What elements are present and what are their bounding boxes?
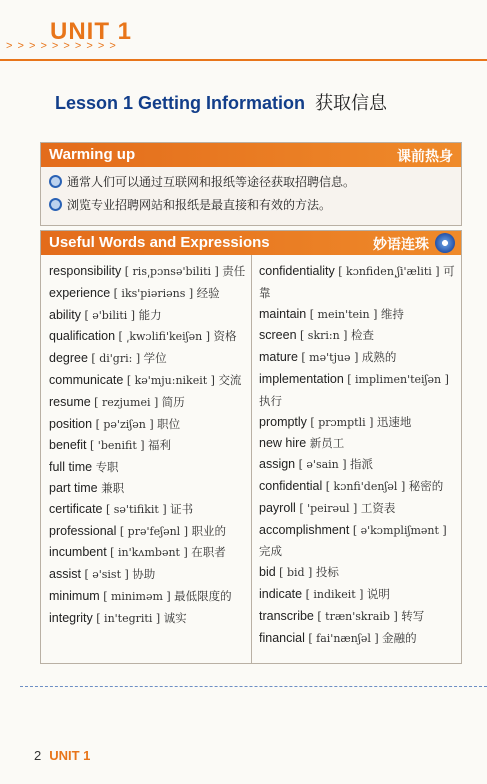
warming-up-heading: Warming up [49, 146, 136, 163]
vocab-word: assign [259, 457, 296, 472]
warming-up-item [49, 196, 461, 213]
vocab-word: screen [259, 328, 297, 343]
vocab-word: position [49, 416, 93, 431]
vocab-entry [49, 370, 247, 392]
vocab-phonetic: [ iks'piəriəns ] [113, 286, 194, 300]
bullet-icon [49, 175, 62, 188]
vocab-entry [259, 369, 455, 412]
vocab-word: degree [49, 351, 88, 366]
vocab-meaning: 职业的 [191, 523, 226, 538]
vocab-entry [259, 606, 455, 628]
vocab-phonetic: [ ris͵pɔnsə'biliti ] [124, 265, 219, 278]
vocab-entry [49, 521, 247, 543]
vocab-meaning: 完成 [259, 544, 282, 559]
vocab-phonetic: [ ə'kɔmpliʃmənt ] [352, 523, 447, 537]
vocab-entry [49, 392, 247, 414]
vocab-entry [259, 476, 455, 498]
vocab-entry [259, 325, 455, 347]
vocab-entry [49, 435, 247, 457]
vocab-phonetic: [ ͵kwɔlifi'keiʃən ] [118, 330, 211, 344]
page-number: 2 [34, 748, 42, 763]
vocab-entry [49, 326, 247, 348]
lesson-title-en: Lesson 1 Getting Information [55, 93, 306, 113]
vocab-word: maintain [259, 306, 307, 321]
vocab-meaning: 迅速地 [376, 414, 412, 429]
warming-up-box [40, 142, 462, 226]
vocab-phonetic: [ træn'skraib ] [317, 609, 398, 623]
bullet-icon [49, 198, 62, 211]
vocab-meaning: 能力 [138, 307, 162, 322]
warming-up-text: 浏览专业招聘网站和报纸是最直接和有效的方法。 [67, 198, 332, 212]
vocab-phonetic: [ ə'sist ] [84, 568, 129, 582]
footer-rule [20, 686, 487, 687]
vocab-entry [259, 584, 455, 606]
useful-words-bar [41, 231, 461, 255]
vocab-meaning: 经验 [196, 285, 220, 300]
vocab-meaning: 说明 [366, 586, 390, 601]
vocab-phonetic: [ pə'ziʃən ] [95, 417, 154, 431]
lesson-title [55, 89, 387, 115]
vocab-word: confidentiality [259, 264, 335, 278]
vocab-entry [49, 348, 247, 370]
vocab-word: resume [49, 394, 91, 409]
unit-rule [0, 59, 487, 61]
vocab-phonetic: [ mein'tein ] [309, 307, 378, 321]
vocab-entry [49, 478, 247, 499]
vocab-word: professional [49, 523, 117, 538]
vocab-entry [49, 586, 247, 608]
vocab-phonetic: [ di'gri: ] [91, 352, 141, 366]
vocab-meaning: 协助 [132, 567, 156, 582]
vocab-word: indicate [259, 586, 303, 601]
warming-up-text: 通常人们可以通过互联网和报纸等途径获取招聘信息。 [67, 175, 356, 189]
vocab-phonetic: [ kɔnfiden͵ʃi'æliti ] [338, 265, 440, 278]
vocab-entry [259, 562, 455, 584]
vocab-entry [49, 564, 247, 586]
vocab-phonetic: [ minimәm ] [103, 589, 171, 603]
vocab-meaning: 诚实 [163, 610, 187, 625]
vocab-word: experience [49, 285, 111, 300]
vocab-entry [259, 454, 455, 476]
vocab-meaning: 证书 [170, 501, 194, 516]
vocab-meaning: 可靠 [259, 264, 455, 300]
vocab-meaning: 专职 [95, 460, 119, 475]
vocab-word: incumbent [49, 545, 107, 560]
vocab-meaning: 投标 [315, 565, 339, 580]
vocab-word: qualification [49, 329, 116, 344]
vocab-word: part time [49, 480, 98, 495]
footer-unit: UNIT 1 [49, 748, 91, 763]
vocab-word: implementation [259, 371, 344, 386]
vocab-word: communicate [49, 372, 124, 387]
vocab-phonetic: [ in'kʌmbənt ] [110, 546, 188, 560]
vocab-meaning: 职位 [157, 416, 181, 431]
cd-disc-icon [435, 233, 455, 253]
vocab-entry [259, 347, 455, 369]
vocab-meaning: 最低限度的 [174, 588, 232, 603]
vocab-entry [259, 498, 455, 520]
vocab-meaning: 金融的 [382, 630, 417, 645]
vocab-phonetic: [ skri:n ] [300, 329, 348, 343]
vocab-phonetic: [ 'benifit ] [90, 439, 145, 453]
unit-title: UNIT 1 [50, 18, 133, 45]
column-divider [251, 255, 252, 663]
vocab-phonetic: [ prə'feʃənl ] [119, 524, 188, 538]
vocab-meaning: 责任 [222, 264, 246, 278]
unit-arrows: > > > > > > > > > > [6, 40, 117, 52]
vocab-word: new hire [259, 436, 307, 451]
vocab-word: full time [49, 460, 93, 475]
vocab-entry [49, 414, 247, 436]
useful-words-heading-cn: 妙语连珠 [373, 237, 429, 253]
vocab-word: financial [259, 630, 305, 645]
vocab-meaning: 工资表 [360, 500, 396, 515]
vocab-entry [49, 283, 247, 305]
vocab-word: mature [259, 350, 298, 365]
vocab-word: bid [259, 565, 276, 580]
unit-header [0, 14, 487, 62]
vocab-phonetic: [ kə'mju:nikeit ] [126, 373, 215, 387]
vocab-meaning: 简历 [161, 394, 185, 409]
vocab-meaning: 成熟的 [361, 350, 397, 365]
vocab-word: integrity [49, 610, 93, 625]
vocab-word: transcribe [259, 608, 314, 623]
warming-up-item [49, 173, 461, 190]
vocab-phonetic: [ sə'tifikit ] [105, 502, 167, 516]
vocab-entry [49, 608, 247, 630]
page-footer [34, 748, 90, 763]
vocab-word: certificate [49, 501, 103, 516]
vocab-entry [259, 304, 455, 326]
vocab-entry [49, 261, 247, 283]
vocab-word: minimum [49, 588, 100, 603]
vocab-meaning: 维持 [380, 306, 404, 321]
vocab-meaning: 检查 [350, 328, 374, 343]
vocab-meaning: 交流 [218, 372, 242, 387]
vocab-meaning: 福利 [148, 438, 172, 453]
vocab-word: assist [49, 567, 81, 582]
useful-words-heading: Useful Words and Expressions [49, 234, 270, 251]
vocab-word: accomplishment [259, 522, 350, 537]
vocab-meaning: 新员工 [309, 436, 345, 451]
lesson-title-cn: 获取信息 [315, 93, 388, 114]
vocab-meaning: 指派 [350, 457, 374, 472]
vocab-phonetic: [ ə'biliti ] [84, 308, 136, 322]
vocab-phonetic: [ mə'tjuə ] [301, 351, 359, 365]
vocab-word: promptly [259, 414, 307, 429]
vocab-meaning: 兼职 [101, 480, 125, 495]
vocab-word: ability [49, 307, 81, 322]
vocab-phonetic: [ 'peirəul ] [299, 501, 358, 515]
vocab-entry [259, 261, 455, 304]
vocab-entry [259, 433, 455, 454]
vocab-phonetic: [ ə'sain ] [298, 458, 347, 472]
word-list-left [49, 261, 247, 630]
vocab-word: confidential [259, 478, 323, 493]
word-list-right [259, 261, 455, 649]
vocab-entry [49, 457, 247, 478]
vocab-phonetic: [ bid ] [279, 566, 313, 580]
vocab-phonetic: [ indikeit ] [305, 587, 364, 601]
vocab-meaning: 秘密的 [408, 478, 444, 493]
vocab-phonetic: [ prɔmptli ] [310, 415, 374, 429]
vocab-entry [49, 542, 247, 564]
vocab-meaning: 学位 [143, 351, 167, 366]
vocab-meaning: 执行 [259, 393, 282, 408]
vocab-entry [259, 412, 455, 434]
vocab-meaning: 在职者 [191, 545, 226, 560]
vocab-phonetic: [ kɔnfi'denʃəl ] [325, 479, 406, 493]
vocab-entry [49, 305, 247, 327]
warming-up-heading-cn: 课前热身 [397, 149, 453, 165]
vocab-word: responsibility [49, 264, 122, 278]
vocab-phonetic: [ rezjumei ] [94, 395, 159, 409]
vocab-phonetic: [ in'tegriti ] [96, 611, 161, 625]
vocab-phonetic: [ implimen'teiʃən ] [347, 372, 449, 386]
vocab-phonetic: [ fai'nænʃəl ] [308, 631, 379, 645]
warming-up-bar [41, 143, 461, 167]
vocab-entry [259, 520, 455, 563]
vocab-meaning: 资格 [213, 329, 237, 344]
vocab-entry [259, 628, 455, 650]
vocab-word: benefit [49, 438, 87, 453]
useful-words-box [40, 230, 462, 664]
vocab-entry [49, 499, 247, 521]
vocab-word: payroll [259, 500, 296, 515]
vocab-meaning: 转写 [401, 608, 425, 623]
